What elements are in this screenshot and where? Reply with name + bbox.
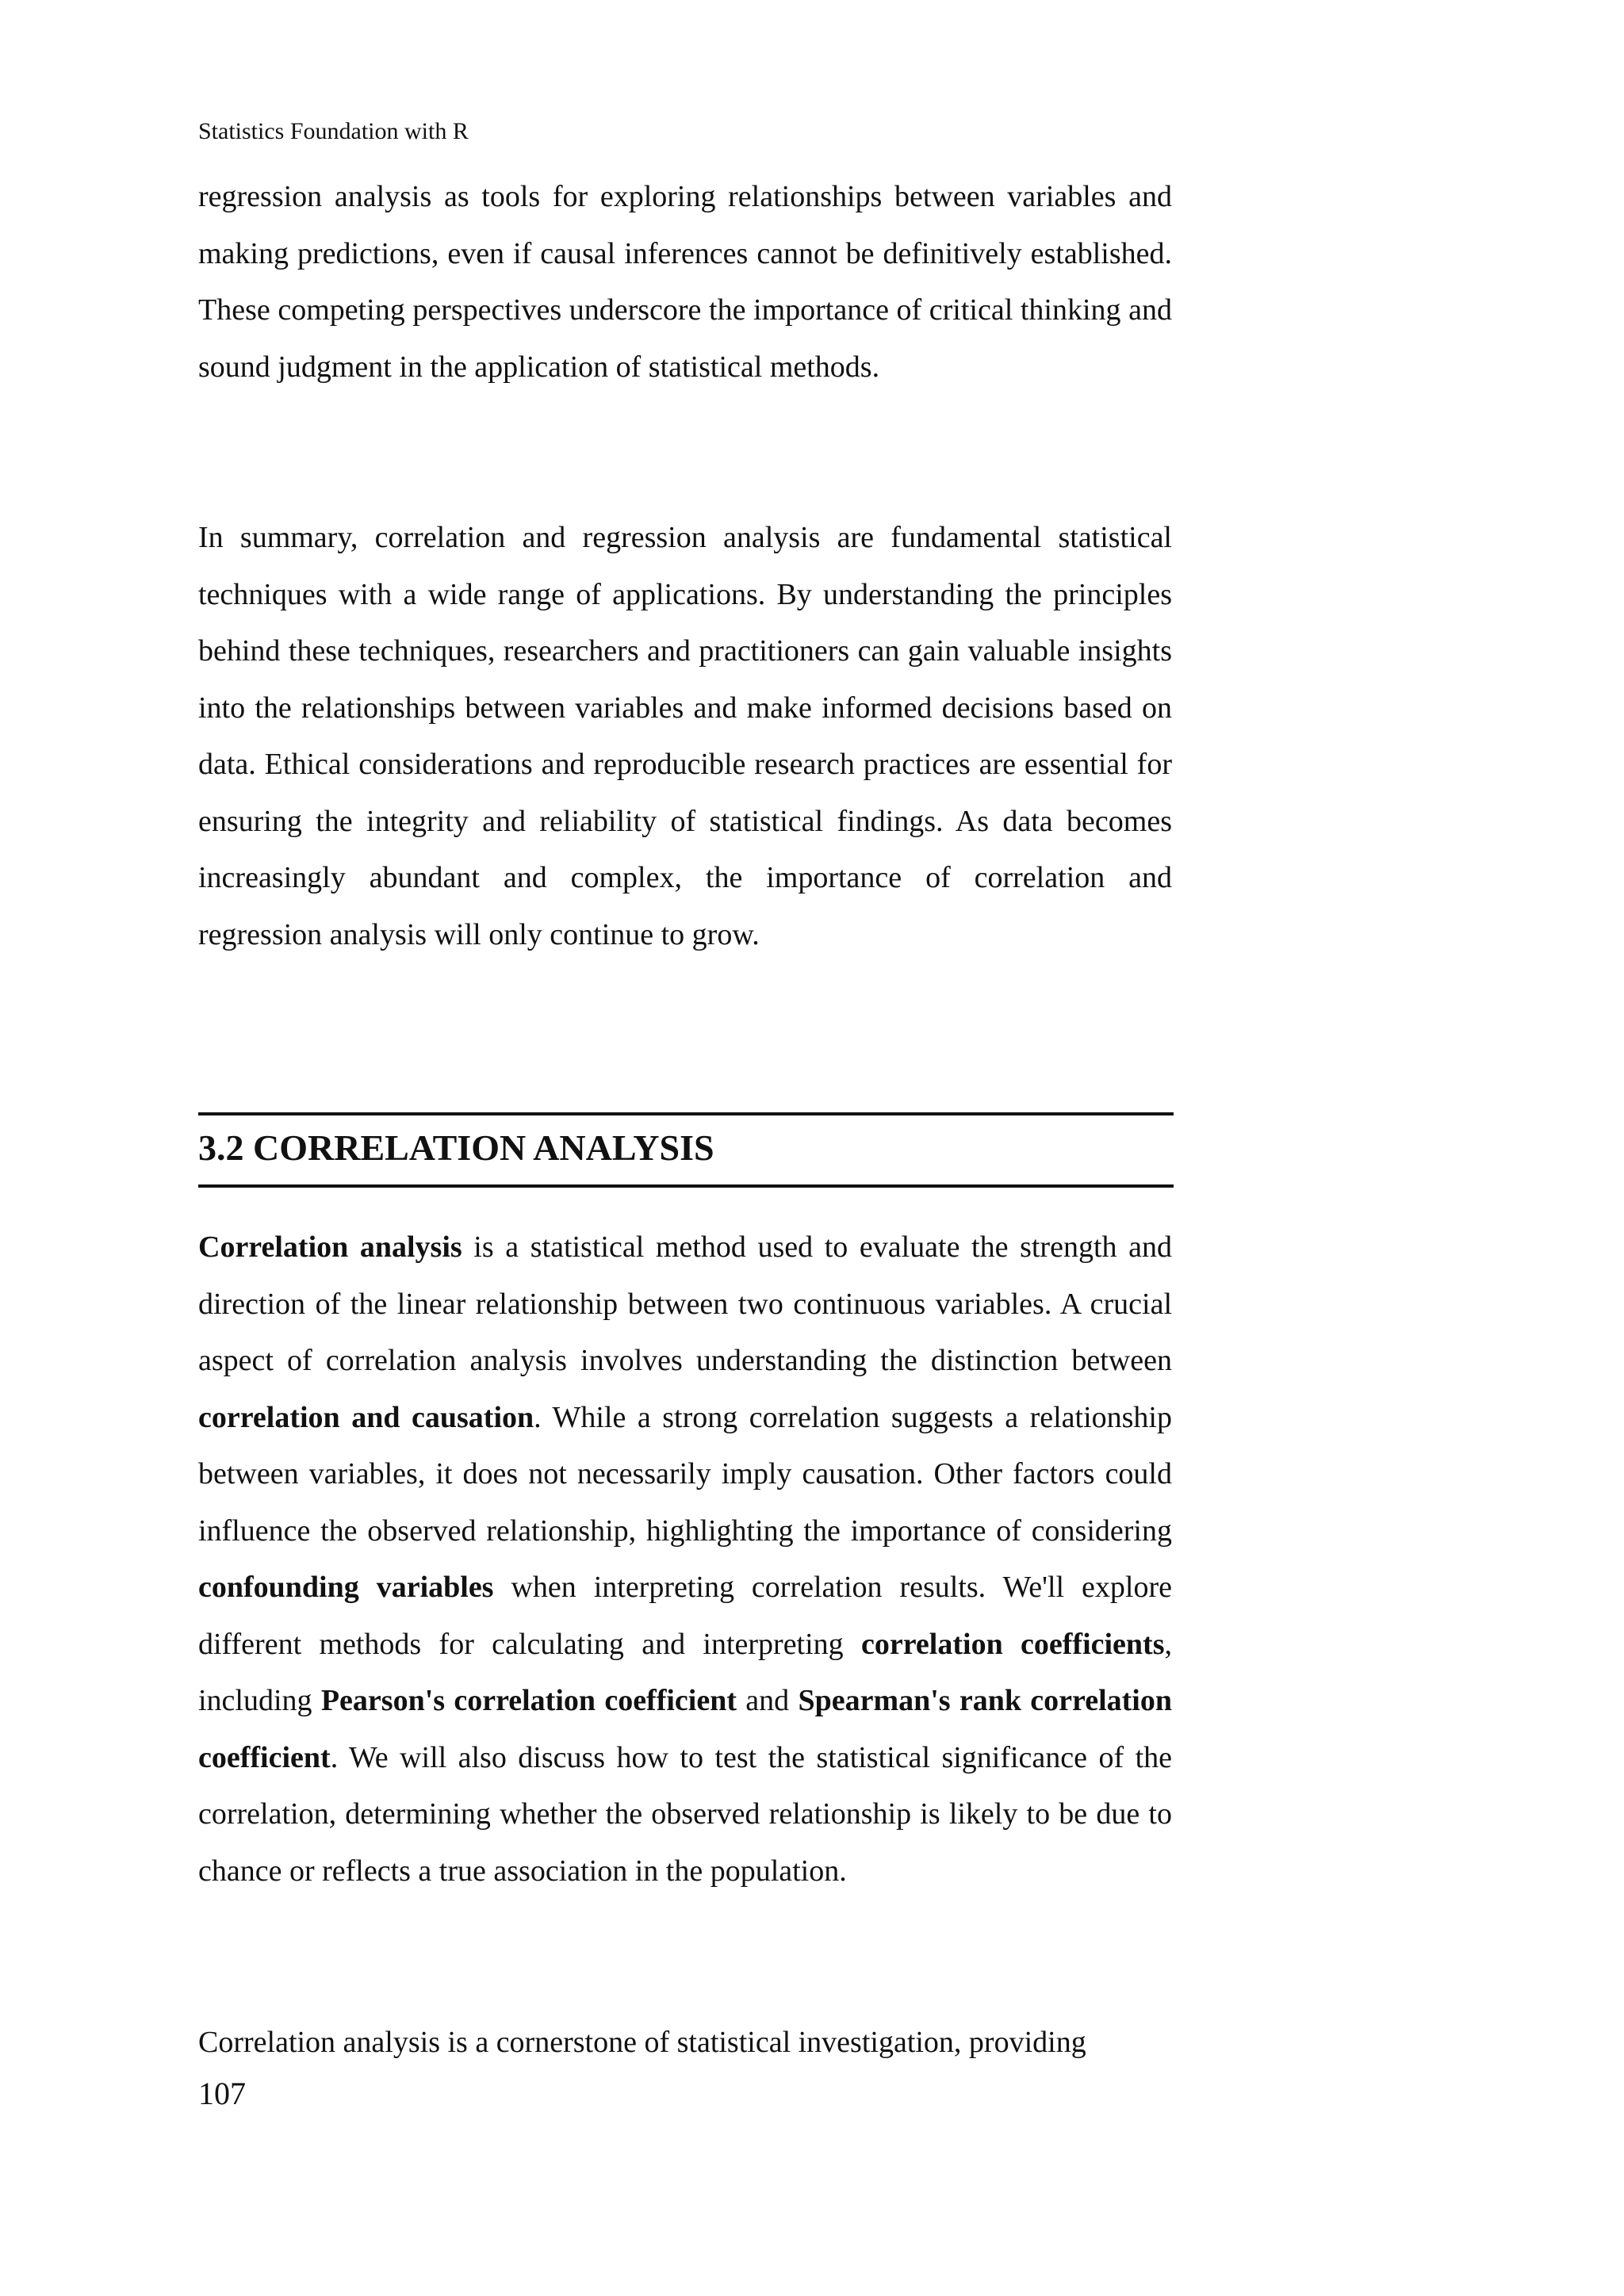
paragraph-text: when interpreting correlation results. We'll explore different methods for calculating and interpreting — [198, 1571, 1172, 1661]
paragraph-text: and — [737, 1684, 799, 1717]
section-rule-bottom — [198, 1184, 1174, 1188]
closing-paragraph: Correlation analysis is a cornerstone of statistical investigation, providing — [198, 2026, 1086, 2059]
section-heading: 3.2 CORRELATION ANALYSIS — [198, 1127, 714, 1168]
summary-paragraph: In summary, correlation and regression analysis are fundamental statistical techniques with a wide range of applications. By understanding the principles behind these techniques, researchers and practitioners can gain valuable insights into the relationships between variables and make informed decisions based on data. Ethical considerations and reproducible research practices are essential for ensuring the integrity and reliability of statistical findings. As data becomes increasingly abundant and complex, the importance of correlation and regression analysis will only continue to grow. — [198, 521, 1172, 951]
paragraph-text: . We will also discuss how to test the statistical significance of the correlation, determining whether the observed relationship is likely to be due to chance or reflects a true association in the population. — [198, 1740, 1172, 1888]
term-correlation-and-causation: correlation and causation — [198, 1400, 534, 1434]
running-header: Statistics Foundation with R — [198, 118, 469, 144]
paragraph-text: is a statistical method used to evaluate the strength and direction of the linear relationship between two continuous variables. A crucial aspect of correlation analysis involves understanding the distinction between — [198, 1230, 1172, 1377]
body-paragraph: regression analysis as tools for exploring relationships between variables and making predictions, even if causal inferences cannot be definitively established. These competing perspectives underscore the importance of critical thinking and sound judgment in the application of statistical methods. — [198, 180, 1172, 384]
correlation-intro-paragraph — [198, 1219, 1172, 1900]
paragraph-text: . While a strong correlation suggests a relationship between variables, it does not necessarily imply causation. Other factors could influence the observed relationship, highlighting the importance of considering — [198, 1400, 1172, 1548]
term-correlation-coefficients: correlation coefficients — [861, 1627, 1165, 1661]
page-number: 107 — [198, 2076, 246, 2111]
term-spearman-coefficient: Spearman's rank correlation coefficient — [198, 1684, 1172, 1774]
paragraph-text: , including — [198, 1627, 1172, 1717]
term-confounding-variables: confounding variables — [198, 1571, 494, 1604]
term-correlation-analysis: Correlation analysis — [198, 1230, 462, 1264]
term-pearson-coefficient: Pearson's correlation coefficient — [320, 1684, 737, 1717]
document-page — [198, 0, 1172, 2296]
section-rule-top — [198, 1112, 1174, 1115]
